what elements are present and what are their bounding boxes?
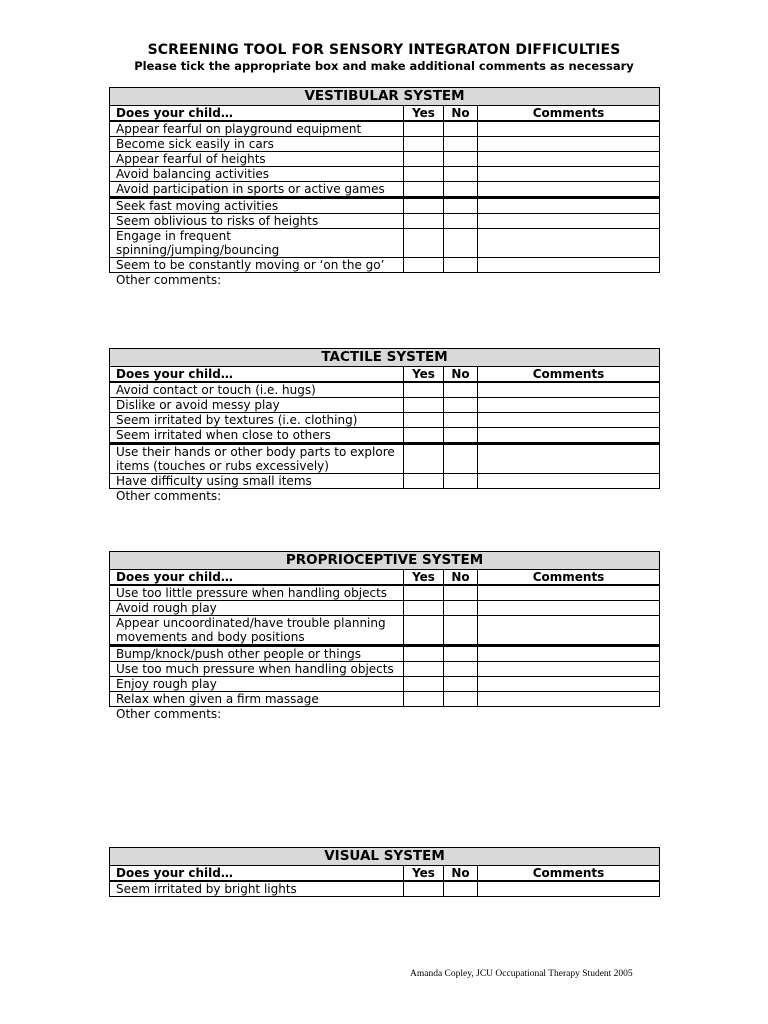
- comments-cell[interactable]: [478, 677, 660, 692]
- table-row: [110, 428, 660, 444]
- comments-cell[interactable]: [478, 413, 660, 428]
- no-checkbox[interactable]: [444, 616, 478, 646]
- question-text: Become sick easily in cars: [110, 137, 404, 152]
- question-text: Appear fearful of heights: [110, 152, 404, 167]
- no-checkbox[interactable]: [444, 413, 478, 428]
- col-no: No: [444, 866, 478, 882]
- section-heading: TACTILE SYSTEM: [110, 349, 660, 367]
- no-checkbox[interactable]: [444, 137, 478, 152]
- question-text: Have difficulty using small items: [110, 474, 404, 489]
- comments-cell[interactable]: [478, 601, 660, 616]
- question-text: Seem oblivious to risks of heights: [110, 214, 404, 229]
- col-comments: Comments: [478, 106, 660, 122]
- comments-cell[interactable]: [478, 137, 660, 152]
- yes-checkbox[interactable]: [404, 881, 444, 897]
- table-row: [110, 214, 660, 229]
- document-title: SCREENING TOOL FOR SENSORY INTEGRATON DIFFICULTIES: [147, 42, 621, 58]
- question-text: Seem irritated by bright lights: [110, 881, 404, 897]
- yes-checkbox[interactable]: [404, 662, 444, 677]
- table-row: [110, 137, 660, 152]
- yes-checkbox[interactable]: [404, 214, 444, 229]
- yes-checkbox[interactable]: [404, 137, 444, 152]
- question-text: Seem irritated when close to others: [110, 428, 404, 444]
- comments-cell[interactable]: [478, 382, 660, 398]
- yes-checkbox[interactable]: [404, 428, 444, 444]
- no-checkbox[interactable]: [444, 585, 478, 601]
- table-row: [110, 382, 660, 398]
- comments-cell[interactable]: [478, 881, 660, 897]
- no-checkbox[interactable]: [444, 601, 478, 616]
- no-checkbox[interactable]: [444, 428, 478, 444]
- question-text: Appear fearful on playground equipment: [110, 121, 404, 137]
- no-checkbox[interactable]: [444, 258, 478, 273]
- no-checkbox[interactable]: [444, 692, 478, 707]
- comments-cell[interactable]: [478, 229, 660, 258]
- no-checkbox[interactable]: [444, 214, 478, 229]
- no-checkbox[interactable]: [444, 121, 478, 137]
- yes-checkbox[interactable]: [404, 474, 444, 489]
- no-checkbox[interactable]: [444, 382, 478, 398]
- question-text: Enjoy rough play: [110, 677, 404, 692]
- yes-checkbox[interactable]: [404, 167, 444, 182]
- col-no: No: [444, 570, 478, 586]
- no-checkbox[interactable]: [444, 167, 478, 182]
- question-text: Avoid contact or touch (i.e. hugs): [110, 382, 404, 398]
- no-checkbox[interactable]: [444, 229, 478, 258]
- table-row: [110, 616, 660, 646]
- no-checkbox[interactable]: [444, 398, 478, 413]
- question-text: Bump/knock/push other people or things: [110, 646, 404, 662]
- col-comments: Comments: [478, 866, 660, 882]
- yes-checkbox[interactable]: [404, 616, 444, 646]
- question-text: Seem to be constantly moving or ‘on the go’: [110, 258, 404, 273]
- col-yes: Yes: [404, 570, 444, 586]
- comments-cell[interactable]: [478, 152, 660, 167]
- yes-checkbox[interactable]: [404, 182, 444, 198]
- table-row: [110, 152, 660, 167]
- no-checkbox[interactable]: [444, 677, 478, 692]
- section-heading: PROPRIOCEPTIVE SYSTEM: [110, 552, 660, 570]
- table-row: [110, 198, 660, 214]
- yes-checkbox[interactable]: [404, 382, 444, 398]
- col-yes: Yes: [404, 106, 444, 122]
- no-checkbox[interactable]: [444, 152, 478, 167]
- yes-checkbox[interactable]: [404, 677, 444, 692]
- question-text: Dislike or avoid messy play: [110, 398, 404, 413]
- comments-cell[interactable]: [478, 214, 660, 229]
- no-checkbox[interactable]: [444, 474, 478, 489]
- yes-checkbox[interactable]: [404, 585, 444, 601]
- yes-checkbox[interactable]: [404, 413, 444, 428]
- comments-cell[interactable]: [478, 198, 660, 214]
- question-text: Engage in frequent spinning/jumping/bouncing: [110, 229, 404, 258]
- question-text: Relax when given a firm massage: [110, 692, 404, 707]
- comments-cell[interactable]: [478, 692, 660, 707]
- comments-cell[interactable]: [478, 585, 660, 601]
- table-row: [110, 398, 660, 413]
- table-row: [110, 258, 660, 273]
- col-question: Does your child…: [110, 106, 404, 122]
- table-row: [110, 692, 660, 707]
- table-row: [110, 121, 660, 137]
- table-row: [110, 413, 660, 428]
- comments-cell[interactable]: [478, 662, 660, 677]
- yes-checkbox[interactable]: [404, 198, 444, 214]
- section-proprioceptive: [109, 551, 659, 721]
- question-text: Appear uncoordinated/have trouble planning movements and body positions: [110, 616, 404, 646]
- comments-cell[interactable]: [478, 167, 660, 182]
- question-text: Use their hands or other body parts to explore items (touches or rubs excessively): [110, 444, 404, 474]
- question-text: Seem irritated by textures (i.e. clothing): [110, 413, 404, 428]
- comments-cell[interactable]: [478, 428, 660, 444]
- table-row: [110, 229, 660, 258]
- section-heading: VESTIBULAR SYSTEM: [110, 88, 660, 106]
- yes-checkbox[interactable]: [404, 229, 444, 258]
- table-row: [110, 601, 660, 616]
- table-row: [110, 444, 660, 474]
- footer-credit: Amanda Copley, JCU Occupational Therapy Student 2005: [410, 969, 633, 979]
- table-row: [110, 662, 660, 677]
- table-row: [110, 677, 660, 692]
- comments-cell[interactable]: [478, 121, 660, 137]
- yes-checkbox[interactable]: [404, 646, 444, 662]
- vestibular-table: [109, 87, 660, 273]
- no-checkbox[interactable]: [444, 444, 478, 474]
- yes-checkbox[interactable]: [404, 601, 444, 616]
- yes-checkbox[interactable]: [404, 121, 444, 137]
- other-comments-label: Other comments:: [116, 707, 222, 721]
- table-row: [110, 646, 660, 662]
- col-question: Does your child…: [110, 570, 404, 586]
- yes-checkbox[interactable]: [404, 692, 444, 707]
- question-text: Use too little pressure when handling objects: [110, 585, 404, 601]
- section-vestibular: [109, 87, 659, 287]
- table-row: [110, 474, 660, 489]
- col-yes: Yes: [404, 367, 444, 383]
- no-checkbox[interactable]: [444, 646, 478, 662]
- col-question: Does your child…: [110, 367, 404, 383]
- table-row: [110, 167, 660, 182]
- section-heading: VISUAL SYSTEM: [110, 848, 660, 866]
- section-tactile: [109, 348, 659, 503]
- other-comments-label: Other comments:: [116, 489, 222, 503]
- yes-checkbox[interactable]: [404, 444, 444, 474]
- col-question: Does your child…: [110, 866, 404, 882]
- yes-checkbox[interactable]: [404, 152, 444, 167]
- table-row: [110, 881, 660, 897]
- comments-cell[interactable]: [478, 616, 660, 646]
- question-text: Avoid participation in sports or active games: [110, 182, 404, 198]
- comments-cell[interactable]: [478, 258, 660, 273]
- question-text: Seek fast moving activities: [110, 198, 404, 214]
- comments-cell[interactable]: [478, 646, 660, 662]
- no-checkbox[interactable]: [444, 182, 478, 198]
- no-checkbox[interactable]: [444, 662, 478, 677]
- col-yes: Yes: [404, 866, 444, 882]
- comments-cell[interactable]: [478, 398, 660, 413]
- col-comments: Comments: [478, 367, 660, 383]
- yes-checkbox[interactable]: [404, 398, 444, 413]
- comments-cell[interactable]: [478, 444, 660, 474]
- no-checkbox[interactable]: [444, 881, 478, 897]
- yes-checkbox[interactable]: [404, 258, 444, 273]
- visual-table: [109, 847, 660, 897]
- col-no: No: [444, 367, 478, 383]
- table-row: [110, 182, 660, 198]
- question-text: Use too much pressure when handling objects: [110, 662, 404, 677]
- col-no: No: [444, 106, 478, 122]
- comments-cell[interactable]: [478, 182, 660, 198]
- no-checkbox[interactable]: [444, 198, 478, 214]
- other-comments-label: Other comments:: [116, 273, 222, 287]
- question-text: Avoid rough play: [110, 601, 404, 616]
- question-text: Avoid balancing activities: [110, 167, 404, 182]
- section-visual: [109, 847, 659, 897]
- document-subtitle: Please tick the appropriate box and make additional comments as necessary: [134, 59, 634, 73]
- col-comments: Comments: [478, 570, 660, 586]
- tactile-table: [109, 348, 660, 489]
- comments-cell[interactable]: [478, 474, 660, 489]
- proprioceptive-table: [109, 551, 660, 707]
- table-row: [110, 585, 660, 601]
